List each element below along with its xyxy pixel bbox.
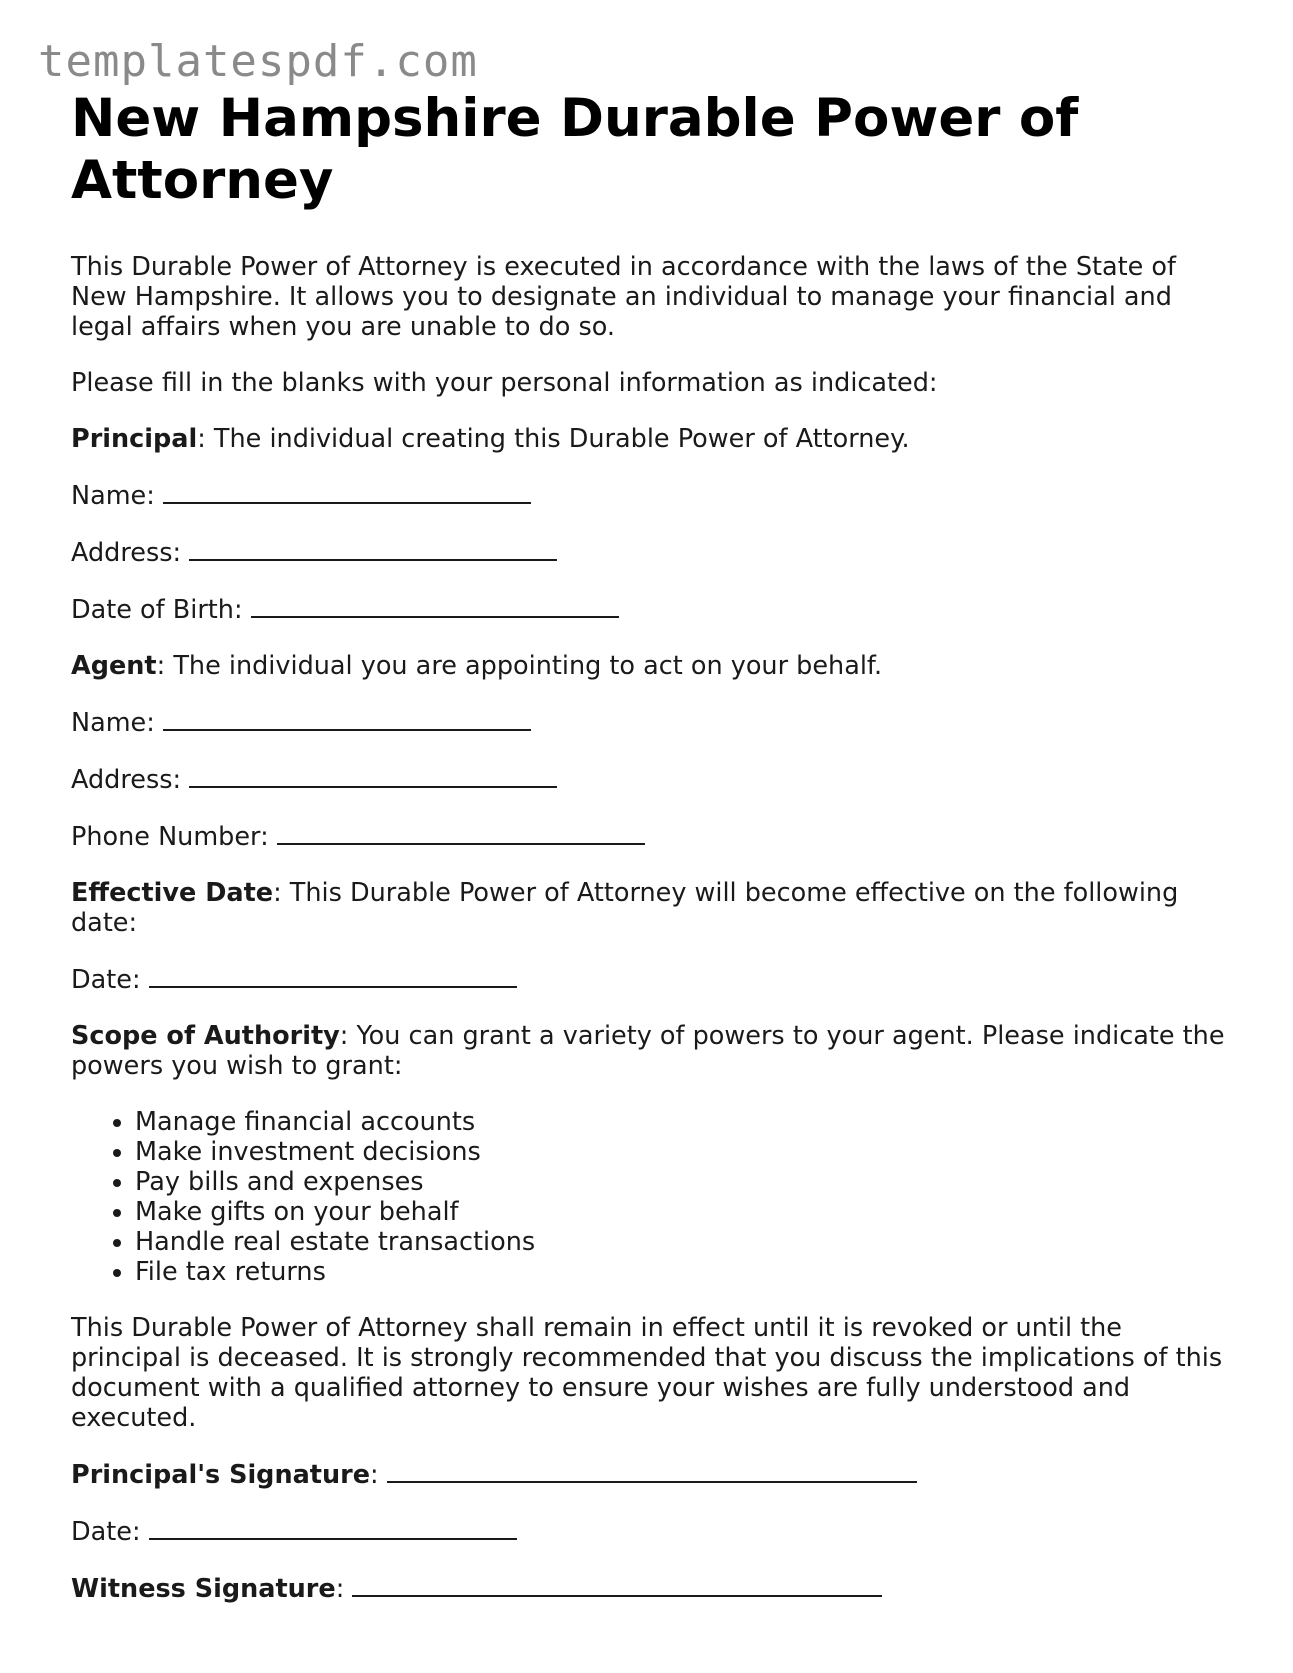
principal-address-row — [71, 537, 1231, 568]
agent-name-label: Name: — [71, 708, 155, 738]
effective-date-field[interactable] — [149, 964, 517, 988]
list-item: • File tax returns — [135, 1257, 1231, 1287]
list-item: • Manage financial accounts — [135, 1107, 1231, 1137]
page-title: New Hampshire Durable Power of Attorney — [71, 88, 1079, 211]
principal-dob-label: Date of Birth: — [71, 595, 243, 625]
list-item: • Pay bills and expenses — [135, 1167, 1231, 1197]
witness-signature-row — [71, 1573, 1231, 1604]
agent-description: : The individual you are appointing to act on your behalf. — [156, 651, 883, 681]
scope-description: : You can grant a variety of powers to your agent. Please indicate the powers you wish to grant: — [71, 1021, 1225, 1081]
agent-label: Agent — [71, 651, 157, 681]
agent-address-row — [71, 764, 1231, 795]
agent-name-row — [71, 707, 1231, 738]
powers-list — [71, 1107, 1231, 1287]
principal-address-label: Address: — [71, 538, 182, 568]
effective-date-row — [71, 964, 1231, 995]
agent-name-field[interactable] — [163, 707, 531, 731]
principal-name-field[interactable] — [163, 480, 531, 504]
principal-name-row — [71, 480, 1231, 511]
instruction-paragraph: Please fill in the blanks with your personal information as indicated: — [71, 368, 938, 398]
list-item: • Make gifts on your behalf — [135, 1197, 1231, 1227]
agent-address-label: Address: — [71, 765, 182, 795]
list-item: • Handle real estate transactions — [135, 1227, 1231, 1257]
signature-date-field[interactable] — [149, 1516, 517, 1540]
principal-signature-colon: : — [370, 1460, 379, 1490]
principal-signature-label: Principal's Signature — [71, 1460, 371, 1490]
principal-address-field[interactable] — [189, 537, 557, 561]
witness-signature-field[interactable] — [352, 1573, 882, 1597]
agent-address-field[interactable] — [189, 764, 557, 788]
witness-signature-colon: : — [335, 1574, 345, 1604]
scope-heading — [71, 1021, 1231, 1081]
principal-signature-row — [71, 1459, 1231, 1490]
principal-description: : The individual creating this Durable Power of Attorney. — [197, 424, 910, 454]
principal-signature-field[interactable] — [387, 1459, 917, 1483]
effective-date-description: : This Durable Power of Attorney will become effective on the following date: — [71, 878, 1179, 938]
intro-paragraph: This Durable Power of Attorney is executed in accordance with the laws of the State of New Hampshire. It allows you to designate an individual to manage your financial and legal affairs when you are unable to do so. — [71, 252, 1177, 342]
effective-date-field-label: Date: — [71, 965, 141, 995]
effective-date-heading — [71, 878, 1231, 938]
principal-section-heading — [71, 424, 1231, 454]
closing-paragraph: This Durable Power of Attorney shall remain in effect until it is revoked or until the principal is deceased. It is strongly recommended that you discuss the implications of this document with a qualified attorney to ensure your wishes are fully understood and executed. — [71, 1313, 1223, 1433]
document-page — [71, 88, 1231, 1630]
effective-date-label: Effective Date — [71, 878, 274, 908]
agent-phone-label: Phone Number: — [71, 822, 269, 852]
agent-phone-field[interactable] — [277, 821, 645, 845]
scope-label: Scope of Authority — [71, 1021, 340, 1051]
principal-dob-field[interactable] — [251, 594, 619, 618]
principal-label: Principal — [71, 424, 198, 454]
signature-date-row — [71, 1516, 1231, 1547]
list-item: • Make investment decisions — [135, 1137, 1231, 1167]
witness-signature-label: Witness Signature — [71, 1574, 336, 1604]
principal-dob-row — [71, 594, 1231, 625]
agent-section-heading — [71, 651, 1231, 681]
agent-phone-row — [71, 821, 1231, 852]
watermark: templatespdf.com — [38, 36, 478, 87]
principal-name-label: Name: — [71, 481, 155, 511]
signature-date-label: Date: — [71, 1517, 141, 1547]
